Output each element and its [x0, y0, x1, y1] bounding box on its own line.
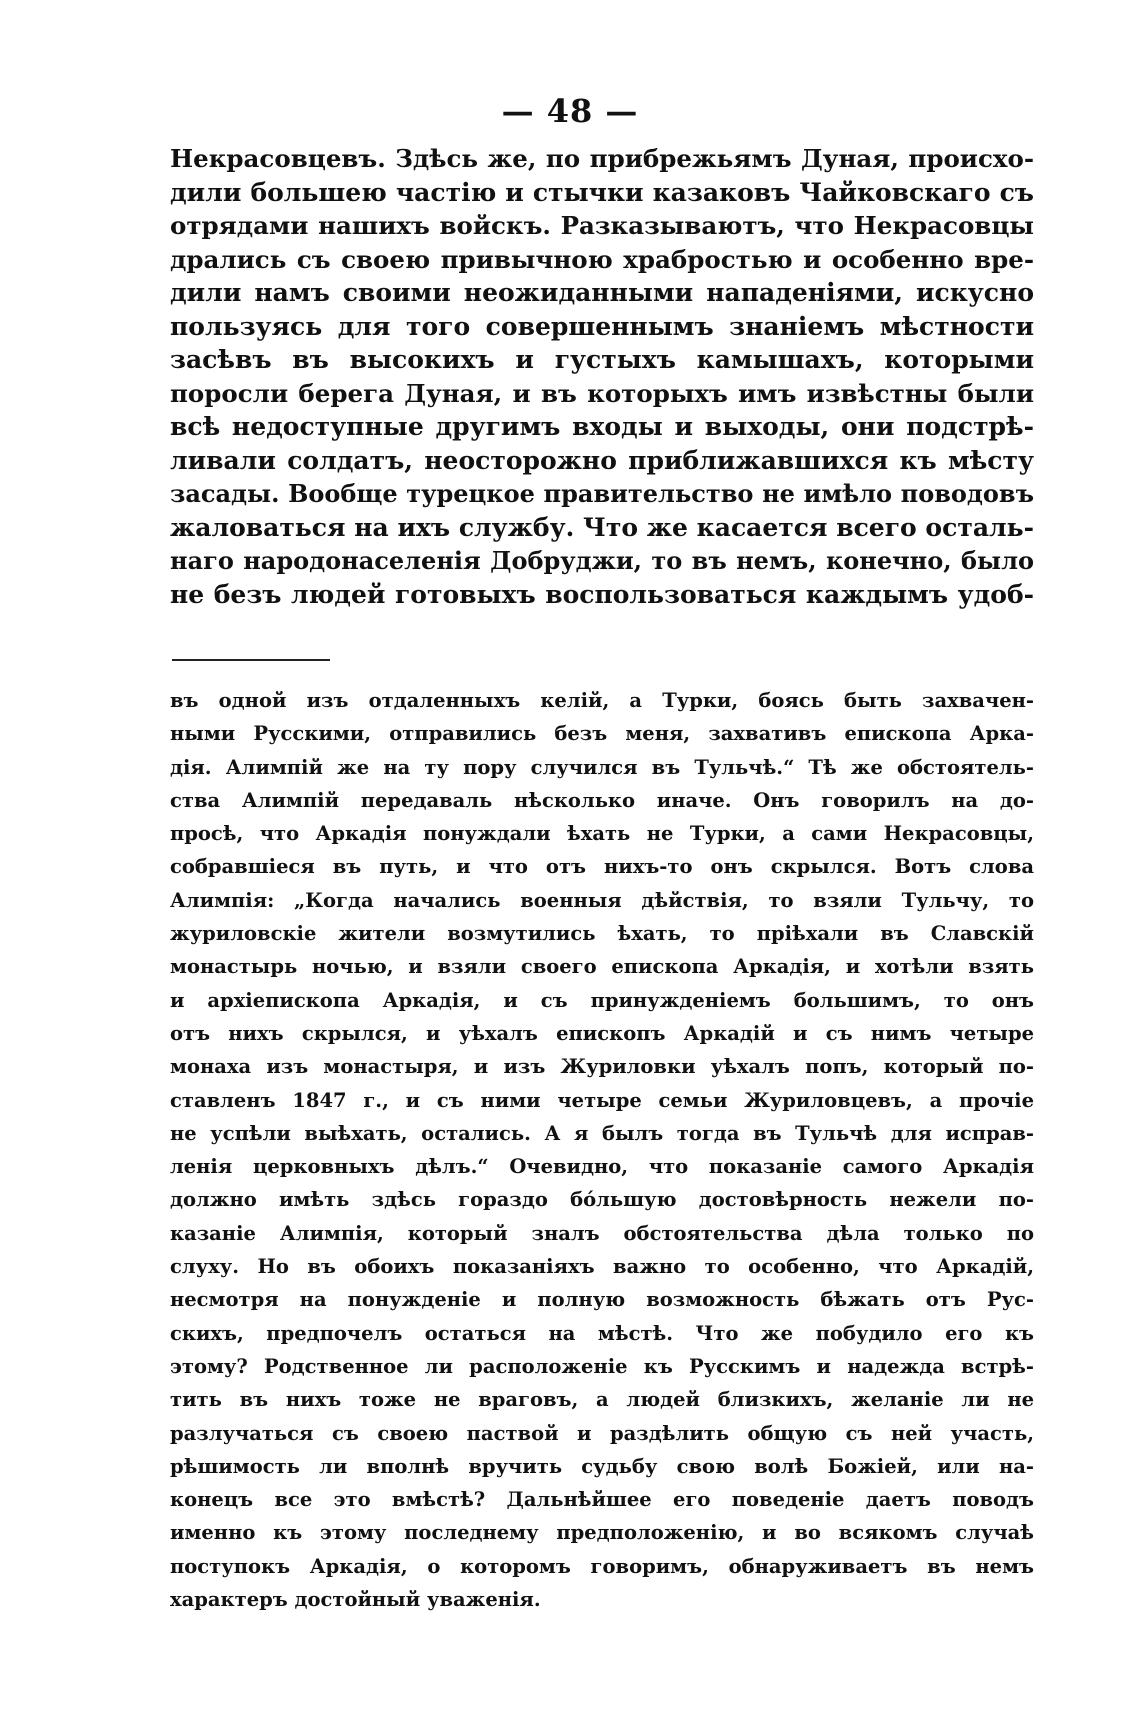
footnote-line: именно къ этому последнему предположенію, и во всякомъ случаѣ: [170, 1521, 1034, 1545]
footnote-line: журиловскіе жители возмутились ѣхать, то пріѣхали въ Славскій: [170, 922, 1034, 946]
main-text-line: наго народонаселенія Добруджи, то въ немъ, конечно, было: [170, 546, 1034, 575]
footnote-line: этому? Родственное ли расположеніе къ Русскимъ и надежда встрѣ-: [170, 1354, 1034, 1378]
main-text-line: ливали солдатъ, неосторожно приближавшихся къ мѣсту: [170, 445, 1034, 475]
footnote-line: монаха изъ монастыря, и изъ Журиловки уѣхалъ попъ, который по-: [170, 1055, 1034, 1079]
main-text-line: поросли берега Дуная, и въ которыхъ имъ извѣстны были: [170, 378, 1034, 408]
footnote-line: ставленъ 1847 г., и съ ними четыре семьи Журиловцевъ, а прочіе: [170, 1088, 1034, 1112]
main-text-line: пользуясь для того совершеннымъ знаніемъ мѣстности: [170, 311, 1034, 341]
main-text-block: [170, 142, 1034, 611]
main-text-line: Некрасовцевъ. Здѣсь же, по прибрежьямъ Дуная, происхо-: [170, 144, 1034, 173]
footnote-line: должно имѣть здѣсь гораздо бо́льшую достовѣрность нежели по-: [170, 1188, 1034, 1212]
footnote-line: тить въ нихъ тоже не враговъ, а людей близкихъ, желаніе ли не: [170, 1388, 1034, 1412]
footnote-line: скихъ, предпочелъ остаться на мѣстѣ. Что же побудило его къ: [170, 1321, 1034, 1345]
footnote-line: казаніе Алимпія, который зналъ обстоятельства дѣла только по: [170, 1221, 1034, 1245]
footnote-line: монастырь ночью, и взяли своего епископа Аркадія, и хотѣли взять: [170, 955, 1034, 979]
footnote-line: конецъ все это вмѣстѣ? Дальнѣйшее его поведеніе даетъ поводъ: [170, 1488, 1034, 1512]
footnote-line: собравшіеся въ путь, и что отъ нихъ-то онъ скрылся. Вотъ слова: [170, 855, 1034, 879]
page-number: — 48 —: [501, 92, 639, 130]
main-text-line: всѣ недоступные другимъ входы и выходы, они подстрѣ-: [170, 412, 1034, 441]
footnote-line: ными Русскими, отправились безъ меня, захвативъ епископа Арка-: [170, 722, 1034, 746]
footnote-line: слуху. Но въ обоихъ показаніяхъ важно то особенно, что Аркадій,: [170, 1255, 1034, 1279]
main-text-line: жаловаться на ихъ службу. Что же касается всего осталь-: [170, 512, 1034, 542]
footnote-block: [170, 684, 1034, 1616]
footnote-line: разлучаться съ своею паствой и раздѣлить общую съ ней участь,: [170, 1421, 1034, 1445]
main-text-line: засады. Вообще турецкое правительство не имѣло поводовъ: [170, 479, 1034, 508]
footnote-separator: [172, 659, 330, 661]
main-text-line: дили намъ своими неожиданными нападеніями, искусно: [170, 278, 1034, 307]
footnote-line: просѣ, что Аркадія понуждали ѣхать не Турки, а сами Некрасовцы,: [170, 822, 1034, 846]
footnote-line: ства Алимпій передаваль нѣсколько иначе. Онъ говорилъ на до-: [170, 788, 1034, 812]
main-text-line: не безъ людей готовыхъ воспользоваться каждымъ удоб-: [170, 579, 1034, 609]
footnote-line: несмотря на понужденіе и полную возможность бѣжать отъ Рус-: [170, 1288, 1034, 1312]
main-text-line: засѣвъ въ высокихъ и густыхъ камышахъ, которыми: [170, 345, 1034, 374]
main-text-line: дили большею частію и стычки казаковъ Чайковскаго съ: [170, 177, 1034, 207]
footnote-line: дія. Алимпій же на ту пору случился въ Тульчѣ.“ Тѣ же обстоятель-: [170, 755, 1034, 779]
footnote-line: Алимпія: „Когда начались военныя дѣйствія, то взяли Тульчу, то: [170, 888, 1034, 912]
footnote-line: въ одной изъ отдаленныхъ келій, а Турки, боясь быть захвачен-: [170, 689, 1034, 712]
footnote-line: рѣшимость ли вполнѣ вручить судьбу свою волѣ Божіей, или на-: [170, 1454, 1034, 1478]
footnote-line: ленія церковныхъ дѣлъ.“ Очевидно, что показаніе самого Аркадія: [170, 1155, 1034, 1179]
footnote-line: не успѣли выѣхать, остались. А я былъ тогда въ Тульчѣ для исправ-: [170, 1121, 1034, 1145]
footnote-line: поступокъ Аркадія, о которомъ говоримъ, обнаруживаетъ въ немъ: [170, 1554, 1034, 1578]
footnote-line: и архіепископа Аркадія, и съ принужденіемъ большимъ, то онъ: [170, 988, 1034, 1012]
main-text-line: дрались съ своею привычною храбростью и особенно вре-: [170, 244, 1034, 274]
footnote-line: характеръ достойный уваженія.: [170, 1588, 541, 1612]
footnote-line: отъ нихъ скрылся, и уѣхалъ епископъ Аркадій и съ нимъ четыре: [170, 1021, 1034, 1045]
main-text-line: отрядами нашихъ войскъ. Разказываютъ, что Некрасовцы: [170, 211, 1034, 240]
